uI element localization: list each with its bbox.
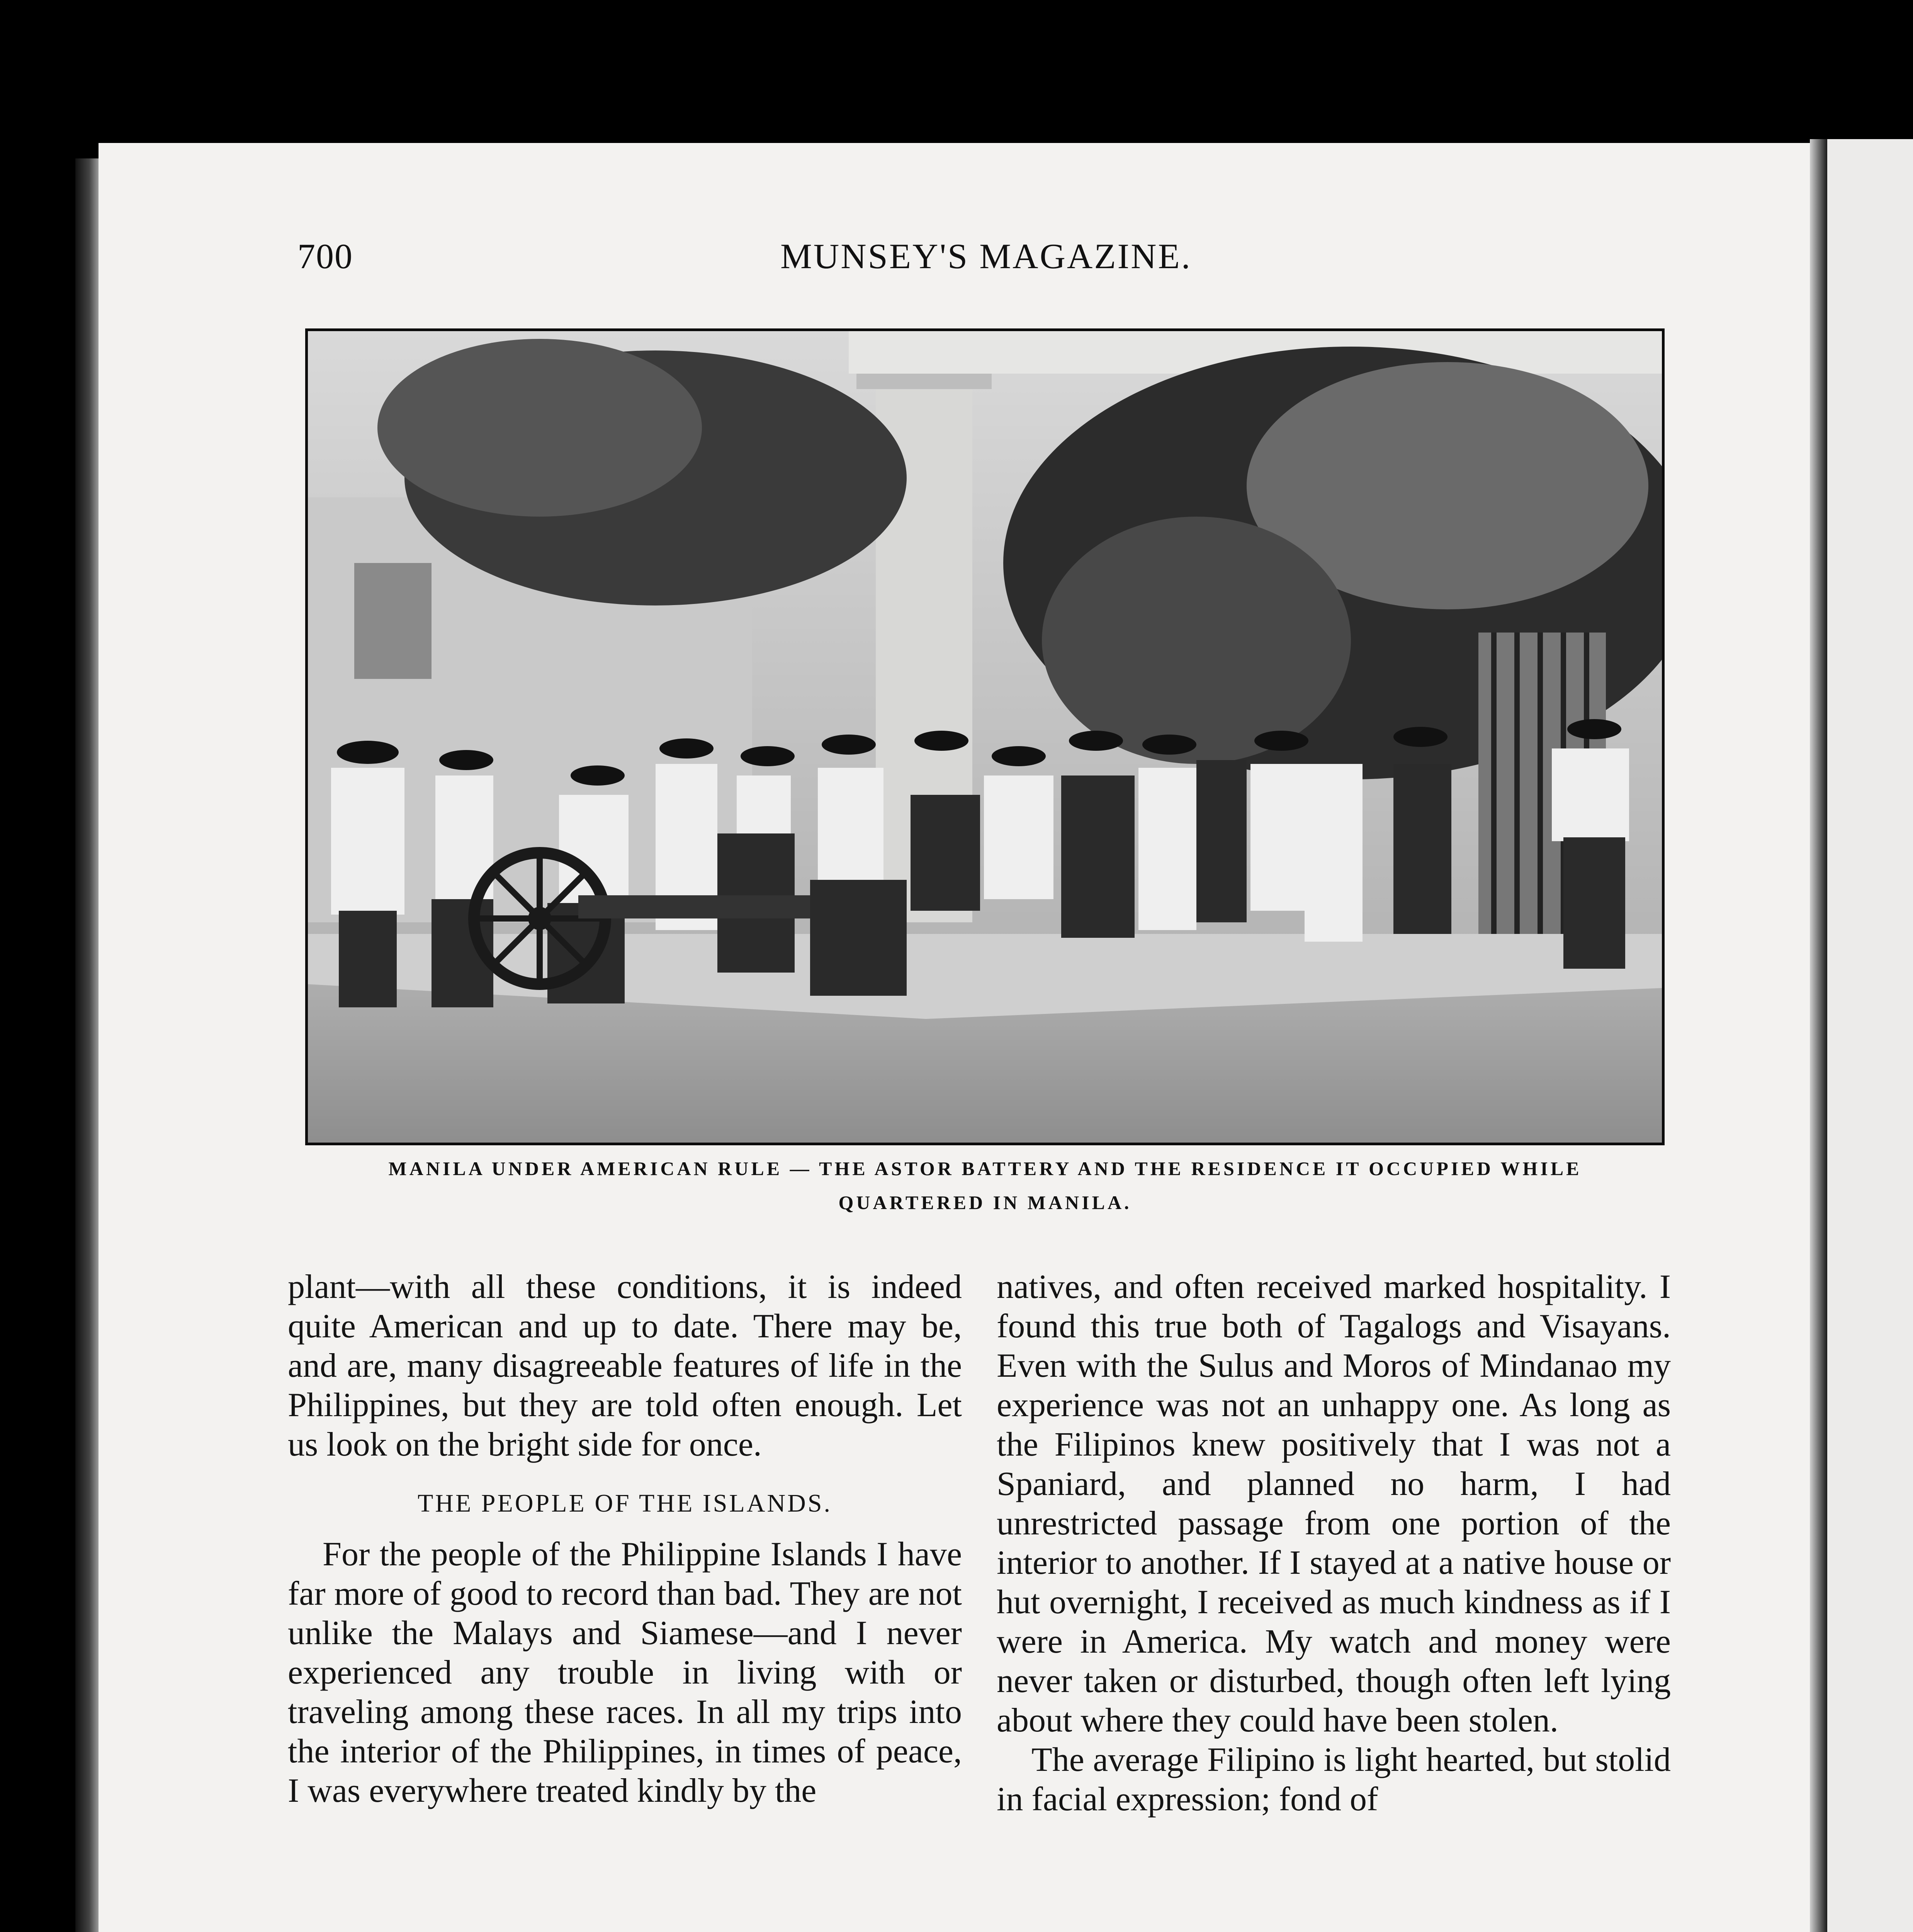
gutter-shadow [1810, 139, 1827, 1932]
left-column [288, 1267, 962, 1811]
top-photo-caption [297, 1151, 1673, 1219]
left-para-1: plant—with all these conditions, it is indeed quite American and up to date. There may be, and are, many disagreeable features of life in the Philippines, but they are told often enough. Let us look on the bright side for once. [288, 1268, 962, 1463]
section-heading: THE PEOPLE OF THE ISLANDS. [418, 1489, 832, 1517]
left-para-2: For the people of the Philippine Islands I have far more of good to record than bad. They are not unlike the Malays and Siamese—and I never experienced any trouble in living with or traveling among these races. In all my trips into the interior of the Philippines, in times of peace, I was everywhere treated kindly by the [288, 1536, 962, 1810]
astor-battery-photo [305, 328, 1665, 1145]
right-para-1: natives, and often received marked hospitality. I found this true both of Tagalogs and Visayans. Even with the Sulus and Moros of Mindanao my experience was not an unhappy one. As long as the Filipinos knew positively that I was not a Spaniard, and planned no harm, I had unrestricted passage from one portion of the interior to another. If I stayed at a native house or hut overnight, I received as much kindness as if I were in America. My watch and money were never taken or disturbed, though often left lying about where they could have been stolen. [997, 1268, 1671, 1739]
page-binding-edge [75, 158, 99, 1932]
right-para-2: The average Filipino is light hearted, but stolid in facial expression; fond of [997, 1741, 1671, 1818]
adjacent-page-edge [1827, 139, 1913, 1932]
top-caption-line1: MANILA UNDER AMERICAN RULE — THE ASTOR BATTERY AND THE RESIDENCE IT OCCUPIED WHILE [388, 1158, 1582, 1179]
astor-battery-photo-image [308, 331, 1662, 1143]
right-column [997, 1267, 1671, 1819]
running-title: MUNSEY'S MAGAZINE. [780, 236, 1192, 276]
top-caption-line2: QUARTERED IN MANILA. [838, 1192, 1132, 1213]
page-number: 700 [297, 236, 353, 276]
